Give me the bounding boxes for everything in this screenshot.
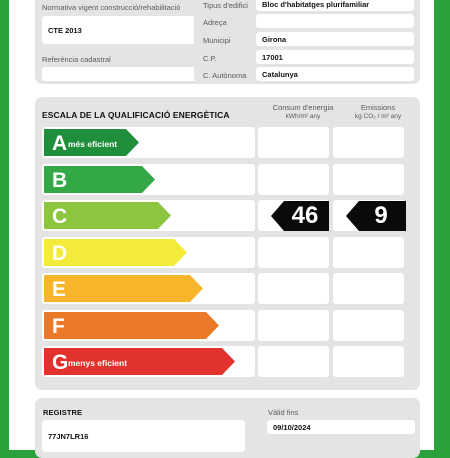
energy-cell-a [258,127,329,158]
rating-letter: D [52,241,68,265]
energy-cell-f [258,310,329,341]
valid-value: 09/10/2024 [267,420,415,434]
energy-indicator-value: 46 [291,202,319,229]
municipi-value: Girona [256,32,414,46]
emissions-column-unit: kg CO₂ / m² any [354,113,402,121]
rating-bar-b [44,166,155,193]
rating-bar-g [44,348,235,375]
ca-label: C. Autònoma [203,71,247,80]
cp-label: C.P. [203,54,217,63]
emissions-indicator [346,201,406,231]
energy-column-unit: kWh/m² any [285,113,321,121]
emissions-cell-f [333,310,404,341]
referencia-label: Referència cadastral [42,55,111,64]
emissions-cell-a [333,127,404,158]
rating-bar-d [44,239,187,266]
location-panel [194,0,420,84]
valid-label: Vàlid fins [268,408,299,417]
rating-arrow-shape [44,275,203,302]
rating-bar-f [44,312,219,339]
rating-bar-c [44,202,171,229]
emissions-cell-d [333,237,404,268]
emissions-column-title: Emissions [360,103,396,112]
rating-note: menys eficient [68,358,128,368]
registre-value: 77JN7LR16 [42,420,245,452]
energy-cell-d [258,237,329,268]
energy-cell-e [258,273,329,304]
registre-label: REGISTRE [43,408,83,417]
municipi-label: Municipi [203,36,231,45]
rating-bar-e [44,275,203,302]
referencia-value [42,67,201,81]
rating-letter: C [52,205,68,228]
ca-value: Catalunya [256,67,414,81]
tipus-label: Tipus d'edifici [203,1,248,10]
energy-column-title: Consum d'energia [272,103,334,112]
adreca-label: Adreça [203,18,227,27]
emissions-cell-b [333,164,404,195]
energy-indicator [271,201,329,231]
cp-value: 17001 [256,50,414,64]
emissions-cell-e [333,273,404,304]
emissions-column-header [343,103,413,122]
energy-cell-b [258,164,329,195]
rating-arrow-shape [44,312,219,339]
energy-cell-g [258,346,329,377]
building-data-panel [35,0,208,84]
rating-letter: E [52,278,67,301]
rating-bar-a [44,129,139,156]
rating-letter: B [52,168,68,192]
rating-letter: F [52,314,65,338]
emissions-indicator-value: 9 [374,202,388,229]
rating-letter: A [52,132,68,155]
emissions-cell-g [333,346,404,377]
normativa-value: CTE 2013 [42,16,201,44]
energy-column-header [268,103,338,122]
certificate-frame [9,0,434,450]
tipus-value: Bloc d'habitatges plurifamiliar [256,0,414,11]
adreca-value [256,14,414,28]
normativa-label: Normativa vigent construcció/rehabilitació [42,3,181,12]
rating-note: més eficient [68,139,118,149]
rating-letter: G [52,351,69,374]
scale-title: ESCALA DE LA QUALIFICACIÓ ENERGÈTICA [42,110,230,120]
registre-panel [35,398,420,458]
